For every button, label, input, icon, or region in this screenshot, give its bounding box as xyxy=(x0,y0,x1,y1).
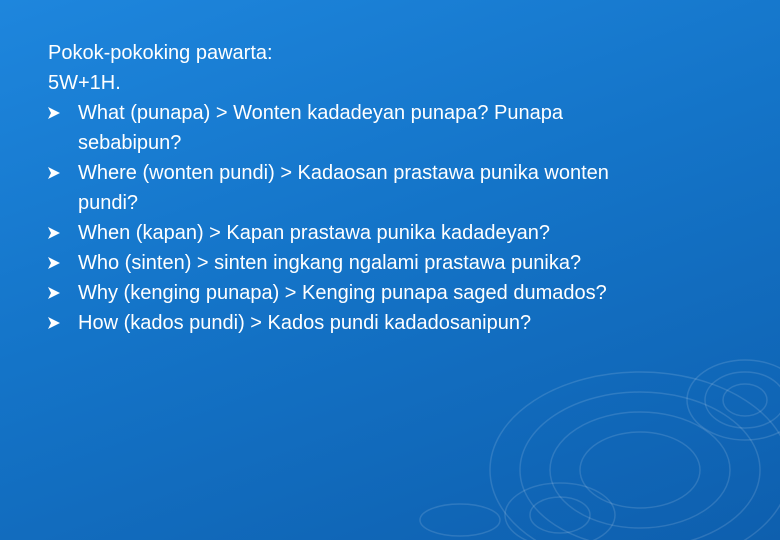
bullet-text-continued: sebabipun? xyxy=(78,132,182,154)
bullet-text-continued: pundi? xyxy=(78,192,139,214)
bullet-item-how xyxy=(48,308,748,338)
bullet-item-when xyxy=(48,218,748,248)
arrowhead-bullet-icon xyxy=(48,317,60,329)
bullet-item-why xyxy=(48,278,748,308)
bullet-text: What (punapa) > Wonten kadadeyan punapa? Punapa xyxy=(78,102,563,124)
bullet-text: How (kados pundi) > Kados pundi kadadosanipun? xyxy=(78,312,532,334)
bullet-item-where xyxy=(48,158,748,218)
arrowhead-bullet-icon xyxy=(48,257,60,269)
bullet-item-who xyxy=(48,248,748,278)
slide-heading: Pokok-pokoking pawarta: xyxy=(48,42,273,64)
bullet-text: Where (wonten pundi) > Kadaosan prastawa punika wonten xyxy=(78,162,609,184)
slide-subheading: 5W+1H. xyxy=(48,72,121,94)
arrowhead-bullet-icon xyxy=(48,167,60,179)
bullet-list xyxy=(48,98,748,338)
bullet-item-what xyxy=(48,98,748,158)
slide-content xyxy=(48,38,748,338)
bullet-text: Who (sinten) > sinten ingkang ngalami prastawa punika? xyxy=(78,252,582,274)
arrowhead-bullet-icon xyxy=(48,287,60,299)
arrowhead-bullet-icon xyxy=(48,107,60,119)
bullet-text: Why (kenging punapa) > Kenging punapa saged dumados? xyxy=(78,282,607,304)
bullet-text: When (kapan) > Kapan prastawa punika kadadeyan? xyxy=(78,222,550,244)
arrowhead-bullet-icon xyxy=(48,227,60,239)
